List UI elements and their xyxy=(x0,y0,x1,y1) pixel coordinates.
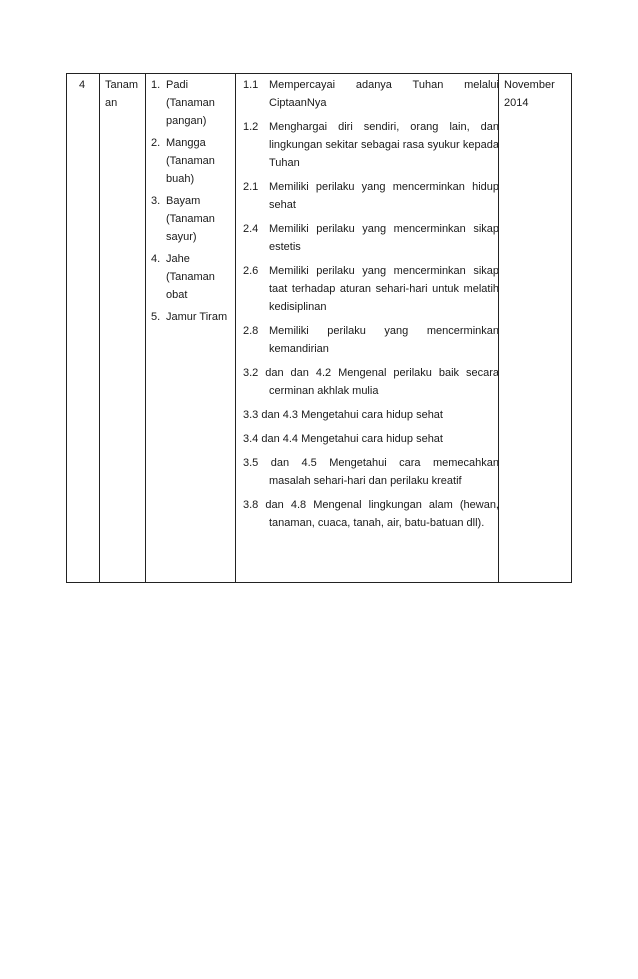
column-divider xyxy=(145,74,146,582)
competency-number: 2.8 xyxy=(243,325,259,337)
subtheme-text: Mangga (Tanaman buah) xyxy=(166,137,215,185)
subtheme-number: 3. xyxy=(151,195,161,207)
subtheme-item xyxy=(151,192,231,246)
combined-competency-item xyxy=(243,496,499,532)
competency-item xyxy=(243,220,499,256)
combined-competency-item xyxy=(243,406,499,424)
competency-text: Mempercayai adanya Tuhan melalui CiptaanNya xyxy=(269,79,499,109)
combined-competency-item xyxy=(243,430,499,448)
competency-number: 1.1 xyxy=(243,79,259,91)
competency-text: Memiliki perilaku yang mencerminkan kemandirian xyxy=(269,325,499,355)
time-cell xyxy=(504,76,570,112)
competency-item xyxy=(243,262,499,316)
competency-number: 2.1 xyxy=(243,181,259,193)
subtheme-number: 2. xyxy=(151,137,161,149)
combined-competency-continuation: tanaman, cuaca, tanah, air, batu-batuan dll). xyxy=(269,517,485,529)
subtheme-item xyxy=(151,250,231,304)
combined-competency-item xyxy=(243,454,499,490)
subtheme-number: 5. xyxy=(151,311,161,323)
combined-competency-continuation: cerminan akhlak mulia xyxy=(269,385,379,397)
competency-item xyxy=(243,118,499,172)
competency-item xyxy=(243,76,499,112)
subtheme-text: Jamur Tiram xyxy=(166,311,228,323)
theme-cell xyxy=(105,76,141,112)
basic-competency-list xyxy=(243,76,499,538)
subtheme-number: 4. xyxy=(151,253,161,265)
competency-text: Memiliki perilaku yang mencerminkan sikap taat terhadap aturan sehari-hari untuk melatih kedisiplinan xyxy=(269,265,499,313)
theme-text-line: an xyxy=(105,97,118,109)
combined-competency-text: 3.3 dan 4.3 Mengetahui cara hidup sehat xyxy=(243,409,443,421)
combined-competency-text: 3.2 dan dan 4.2 Mengenal perilaku baik secara xyxy=(243,367,499,379)
subtheme-text: Bayam (Tanaman sayur) xyxy=(166,195,215,243)
theme-text-line: Tanam xyxy=(105,79,139,91)
competency-text: Memiliki perilaku yang mencerminkan sikap estetis xyxy=(269,223,499,253)
subtheme-number: 1. xyxy=(151,79,161,91)
lesson-table xyxy=(66,73,572,583)
combined-competency-item xyxy=(243,364,499,400)
competency-number: 2.4 xyxy=(243,223,259,235)
competency-item xyxy=(243,322,499,358)
subtheme-text: Padi (Tanaman pangan) xyxy=(166,79,215,127)
subtheme-item xyxy=(151,134,231,188)
subtheme-item xyxy=(151,308,231,326)
combined-competency-text: 3.4 dan 4.4 Mengetahui cara hidup sehat xyxy=(243,433,443,445)
competency-number: 2.6 xyxy=(243,265,259,277)
time-month: November xyxy=(504,79,555,91)
row-number: 4 xyxy=(78,79,86,91)
competency-text: Memiliki perilaku yang mencerminkan hidup sehat xyxy=(269,181,499,211)
competency-item xyxy=(243,178,499,214)
subtheme-list xyxy=(151,76,231,330)
combined-competency-text: 3.8 dan 4.8 Mengenal lingkungan alam (hewan, xyxy=(243,499,499,511)
subtheme-text: Jahe (Tanaman obat xyxy=(166,253,215,301)
competency-number: 1.2 xyxy=(243,121,259,133)
column-divider xyxy=(99,74,100,582)
combined-competency-text: 3.5 dan 4.5 Mengetahui cara memecahkan xyxy=(243,457,499,469)
competency-text: Menghargai diri sendiri, orang lain, dan lingkungan sekitar sebagai rasa syukur kepada Tuhan xyxy=(269,121,499,169)
combined-competency-continuation: masalah sehari-hari dan perilaku kreatif xyxy=(269,475,462,487)
column-divider xyxy=(235,74,236,582)
time-year: 2014 xyxy=(504,97,529,109)
subtheme-item xyxy=(151,76,231,130)
